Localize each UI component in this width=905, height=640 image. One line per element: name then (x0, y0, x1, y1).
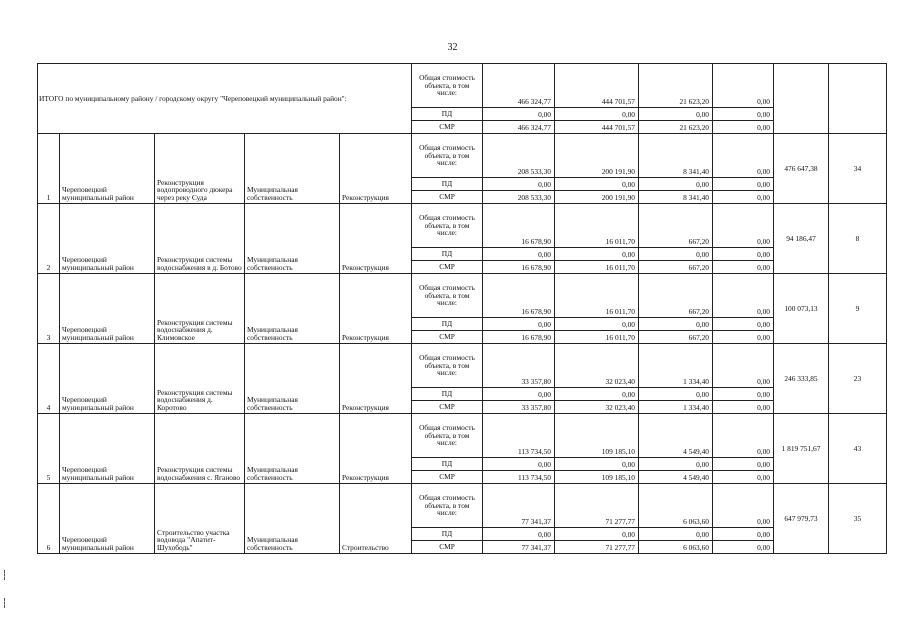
row-index: 6 (38, 484, 60, 554)
cost-value: 0,00 (483, 458, 555, 471)
cost-value: 0,00 (713, 248, 774, 261)
cost-value: 0,00 (483, 318, 555, 331)
object-row (38, 344, 887, 388)
cost-value: 0,00 (713, 318, 774, 331)
extra-count: 8 (829, 204, 887, 274)
cost-type-label: СМР (412, 261, 483, 274)
cost-value: 113 734,50 (483, 414, 555, 458)
object-name: Реконструкция системы водоснабжения д. Климовское (155, 274, 245, 344)
cost-type-label: ПД (412, 248, 483, 261)
cost-value: 21 623,20 (639, 64, 713, 108)
cost-value: 1 334,40 (639, 344, 713, 388)
cost-value: 109 185,10 (555, 471, 639, 484)
cost-type-label: ПД (412, 178, 483, 191)
row-index: 3 (38, 274, 60, 344)
cost-value: 466 324,77 (483, 121, 555, 134)
cost-value: 444 701,57 (555, 121, 639, 134)
page-number: 32 (447, 42, 458, 53)
cost-value: 0,00 (713, 414, 774, 458)
ownership-type: Муниципальная собственность (245, 204, 340, 274)
cost-type-label: ПД (412, 318, 483, 331)
cost-type-label: СМР (412, 401, 483, 414)
cost-value: 16 011,70 (555, 261, 639, 274)
cost-value: 33 357,80 (483, 401, 555, 414)
cost-value: 466 324,77 (483, 64, 555, 108)
cost-type-label: Общая стоимость объекта, в том числе: (412, 414, 483, 458)
total-extra-empty (774, 64, 829, 134)
cost-value: 0,00 (713, 331, 774, 344)
district-name: Череповецкий муниципальный район (60, 274, 155, 344)
cost-type-label: Общая стоимость объекта, в том числе: (412, 274, 483, 318)
cost-type-label: ПД (412, 108, 483, 121)
cost-value: 0,00 (639, 108, 713, 121)
cost-value: 0,00 (713, 191, 774, 204)
object-name: Реконструкция системы водоснабжения с. Яганово (155, 414, 245, 484)
object-cost-table (37, 63, 887, 554)
cost-value: 16 011,70 (555, 331, 639, 344)
cost-value: 4 549,40 (639, 471, 713, 484)
cost-value: 0,00 (713, 261, 774, 274)
cost-type-label: ПД (412, 528, 483, 541)
cost-value: 6 063,60 (639, 541, 713, 554)
cost-value: 4 549,40 (639, 414, 713, 458)
cost-value: 21 623,20 (639, 121, 713, 134)
cost-value: 77 341,37 (483, 484, 555, 528)
cost-value: 0,00 (483, 528, 555, 541)
cost-value: 0,00 (713, 108, 774, 121)
cost-value: 0,00 (639, 318, 713, 331)
cost-type-label: ПД (412, 388, 483, 401)
extra-value: 100 073,13 (774, 274, 829, 344)
work-type: Реконструкция (340, 414, 412, 484)
cost-type-label: СМР (412, 191, 483, 204)
cost-value: 0,00 (713, 121, 774, 134)
object-name: Реконструкция водопроводного дюкера через реку Суда (155, 134, 245, 204)
cost-value: 0,00 (639, 248, 713, 261)
extra-value: 1 819 751,67 (774, 414, 829, 484)
cost-value: 16 678,90 (483, 261, 555, 274)
extra-count: 35 (829, 484, 887, 554)
cost-value: 0,00 (713, 344, 774, 388)
cost-value: 16 011,70 (555, 274, 639, 318)
cost-type-label: Общая стоимость объекта, в том числе: (412, 134, 483, 178)
district-name: Череповецкий муниципальный район (60, 484, 155, 554)
cost-type-label: Общая стоимость объекта, в том числе: (412, 484, 483, 528)
cost-value: 71 277,77 (555, 541, 639, 554)
extra-count: 9 (829, 274, 887, 344)
cost-value: 0,00 (713, 541, 774, 554)
cost-type-label: СМР (412, 121, 483, 134)
ownership-type: Муниципальная собственность (245, 344, 340, 414)
cost-type-label: СМР (412, 541, 483, 554)
cost-value: 0,00 (555, 248, 639, 261)
row-index: 5 (38, 414, 60, 484)
cost-value: 32 023,40 (555, 344, 639, 388)
cost-value: 16 678,90 (483, 274, 555, 318)
cost-value: 208 533,30 (483, 134, 555, 178)
cost-value: 0,00 (483, 388, 555, 401)
cost-value: 77 341,37 (483, 541, 555, 554)
cost-value: 667,20 (639, 331, 713, 344)
cost-value: 0,00 (713, 274, 774, 318)
work-type: Реконструкция (340, 204, 412, 274)
cost-value: 16 678,90 (483, 204, 555, 248)
total-extra-empty (829, 64, 887, 134)
cost-value: 0,00 (555, 388, 639, 401)
binding-mark (4, 570, 7, 580)
cost-value: 0,00 (713, 484, 774, 528)
cost-value: 16 011,70 (555, 204, 639, 248)
cost-value: 200 191,90 (555, 191, 639, 204)
cost-value: 16 678,90 (483, 331, 555, 344)
cost-value: 0,00 (713, 401, 774, 414)
cost-value: 0,00 (713, 64, 774, 108)
ownership-type: Муниципальная собственность (245, 484, 340, 554)
district-name: Череповецкий муниципальный район (60, 134, 155, 204)
cost-value: 667,20 (639, 204, 713, 248)
total-row (38, 64, 887, 108)
cost-value: 0,00 (713, 458, 774, 471)
cost-value: 0,00 (713, 178, 774, 191)
extra-count: 23 (829, 344, 887, 414)
cost-value: 667,20 (639, 261, 713, 274)
object-row (38, 134, 887, 178)
cost-value: 33 357,80 (483, 344, 555, 388)
cost-value: 109 185,10 (555, 414, 639, 458)
ownership-type: Муниципальная собственность (245, 134, 340, 204)
object-row (38, 484, 887, 528)
object-name: Реконструкция системы водоснабжения в д. Ботово (155, 204, 245, 274)
row-index: 2 (38, 204, 60, 274)
cost-value: 0,00 (639, 178, 713, 191)
cost-value: 0,00 (713, 204, 774, 248)
object-name: Строительство участка водовода "Апатит-Шухободь" (155, 484, 245, 554)
work-type: Реконструкция (340, 134, 412, 204)
object-row (38, 204, 887, 248)
cost-value: 8 341,40 (639, 134, 713, 178)
cost-type-label: Общая стоимость объекта, в том числе: (412, 344, 483, 388)
extra-value: 647 979,73 (774, 484, 829, 554)
cost-value: 0,00 (483, 108, 555, 121)
cost-value: 32 023,40 (555, 401, 639, 414)
cost-value: 0,00 (483, 178, 555, 191)
cost-value: 71 277,77 (555, 484, 639, 528)
cost-value: 0,00 (713, 388, 774, 401)
cost-type-label: ПД (412, 458, 483, 471)
object-name: Реконструкция системы водоснабжения д. Коротово (155, 344, 245, 414)
work-type: Реконструкция (340, 274, 412, 344)
ownership-type: Муниципальная собственность (245, 274, 340, 344)
binding-mark (4, 598, 7, 608)
cost-value: 0,00 (713, 471, 774, 484)
cost-type-label: СМР (412, 471, 483, 484)
cost-value: 0,00 (555, 178, 639, 191)
cost-value: 0,00 (555, 528, 639, 541)
extra-value: 476 647,38 (774, 134, 829, 204)
ownership-type: Муниципальная собственность (245, 414, 340, 484)
cost-value: 0,00 (555, 458, 639, 471)
district-name: Череповецкий муниципальный район (60, 204, 155, 274)
cost-value: 0,00 (713, 528, 774, 541)
cost-value: 667,20 (639, 274, 713, 318)
row-index: 4 (38, 344, 60, 414)
row-index: 1 (38, 134, 60, 204)
cost-value: 0,00 (555, 108, 639, 121)
district-name: Череповецкий муниципальный район (60, 344, 155, 414)
total-label: ИТОГО по муниципальному району / городскому округу "Череповецкий муниципальный район": (38, 64, 412, 134)
extra-count: 43 (829, 414, 887, 484)
cost-type-label: Общая стоимость объекта, в том числе: (412, 64, 483, 108)
extra-value: 94 186,47 (774, 204, 829, 274)
cost-value: 444 701,57 (555, 64, 639, 108)
work-type: Строительство (340, 484, 412, 554)
cost-value: 0,00 (555, 318, 639, 331)
cost-value: 208 533,30 (483, 191, 555, 204)
cost-value: 0,00 (639, 458, 713, 471)
extra-count: 34 (829, 134, 887, 204)
cost-value: 113 734,50 (483, 471, 555, 484)
cost-value: 0,00 (639, 528, 713, 541)
object-row (38, 274, 887, 318)
object-row (38, 414, 887, 458)
cost-type-label: Общая стоимость объекта, в том числе: (412, 204, 483, 248)
extra-value: 246 333,85 (774, 344, 829, 414)
work-type: Реконструкция (340, 344, 412, 414)
cost-value: 8 341,40 (639, 191, 713, 204)
district-name: Череповецкий муниципальный район (60, 414, 155, 484)
cost-value: 0,00 (483, 248, 555, 261)
cost-value: 0,00 (639, 388, 713, 401)
cost-value: 200 191,90 (555, 134, 639, 178)
cost-value: 6 063,60 (639, 484, 713, 528)
cost-value: 1 334,40 (639, 401, 713, 414)
cost-value: 0,00 (713, 134, 774, 178)
cost-type-label: СМР (412, 331, 483, 344)
